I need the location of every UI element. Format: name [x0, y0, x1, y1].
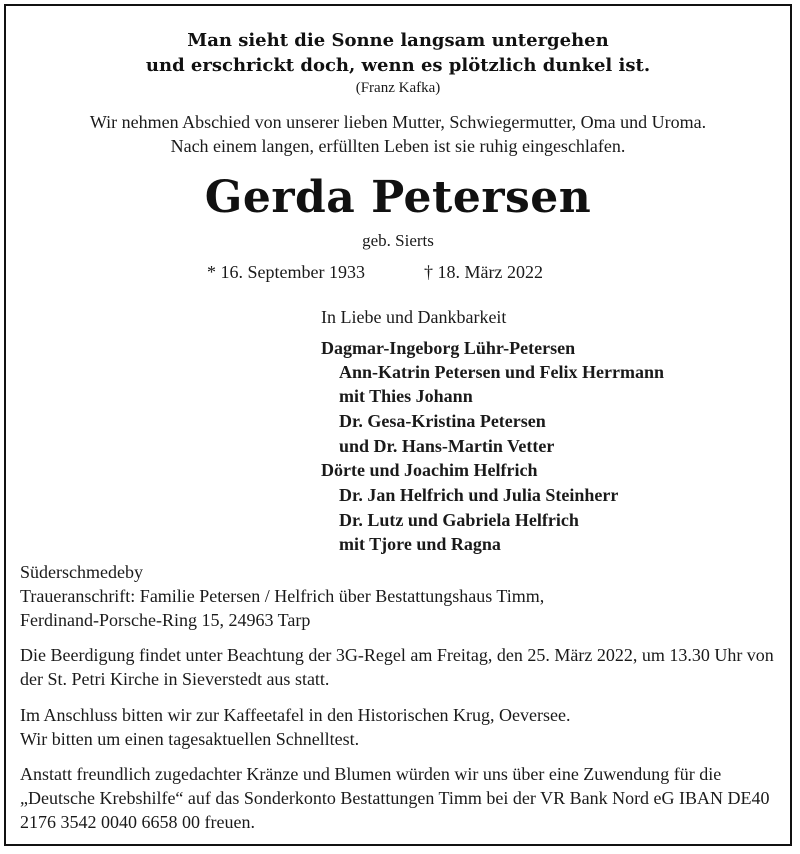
birth-name: geb. Sierts: [362, 231, 434, 250]
intro-line-1: Wir nehmen Abschied von unserer lieben Mutter, Schwiegermutter, Oma und Uroma.: [89, 112, 707, 132]
mourner-line: mit Tjore und Ragna: [339, 534, 501, 554]
mourner-line: Dr. Jan Helfrich und Julia Steinherr: [339, 485, 619, 505]
mourner-line: mit Thies Johann: [339, 386, 473, 406]
address-line-2: Ferdinand-Porsche-Ring 15, 24963 Tarp: [20, 610, 311, 630]
place: Süderschmedeby: [20, 562, 143, 582]
deceased-name: Gerda Petersen: [204, 172, 592, 223]
donation-notice: Anstatt freundlich zugedachter Kränze und Blumen würden wir uns über eine Zuwendung für die „Deutsche Krebshilfe“ auf das Sonderkonto Bestattungen Timm bei der VR Bank Nord eG IBAN DE40 2176 3542 0040 6658 00 freuen.: [20, 764, 770, 832]
quote-line-2: und erschrickt doch, wenn es plötzlich dunkel ist.: [145, 55, 651, 76]
mourner-line: Dörte und Joachim Helfrich: [321, 460, 538, 480]
birth-date: * 16. September 1933: [207, 262, 365, 282]
mourner-line: Dr. Lutz und Gabriela Helfrich: [339, 510, 579, 530]
mourner-line: Ann-Katrin Petersen und Felix Herrmann: [339, 362, 664, 382]
mourners-intro: In Liebe und Dankbarkeit: [321, 307, 507, 327]
coffee-line-2: Wir bitten um einen tagesaktuellen Schnelltest.: [20, 729, 360, 749]
mourner-line: Dagmar-Ingeborg Lühr-Petersen: [321, 338, 576, 358]
mourner-line: Dr. Gesa-Kristina Petersen: [339, 411, 546, 431]
quote-line-1: Man sieht die Sonne langsam untergehen: [187, 30, 609, 51]
mourner-line: und Dr. Hans-Martin Vetter: [339, 436, 555, 456]
address-line-1: Traueranschrift: Familie Petersen / Helfrich über Bestattungshaus Timm,: [20, 586, 545, 606]
coffee-line-1: Im Anschluss bitten wir zur Kaffeetafel in den Historischen Krug, Oeversee.: [20, 705, 571, 725]
death-date: † 18. März 2022: [424, 262, 543, 282]
funeral-notice: Die Beerdigung findet unter Beachtung der 3G-Regel am Freitag, den 25. März 2022, um 13.30 Uhr von der St. Petri Kirche in Sieverstedt aus statt.: [20, 645, 774, 689]
quote-author: (Franz Kafka): [355, 80, 441, 96]
intro-line-2: Nach einem langen, erfüllten Leben ist sie ruhig eingeschlafen.: [170, 136, 626, 156]
